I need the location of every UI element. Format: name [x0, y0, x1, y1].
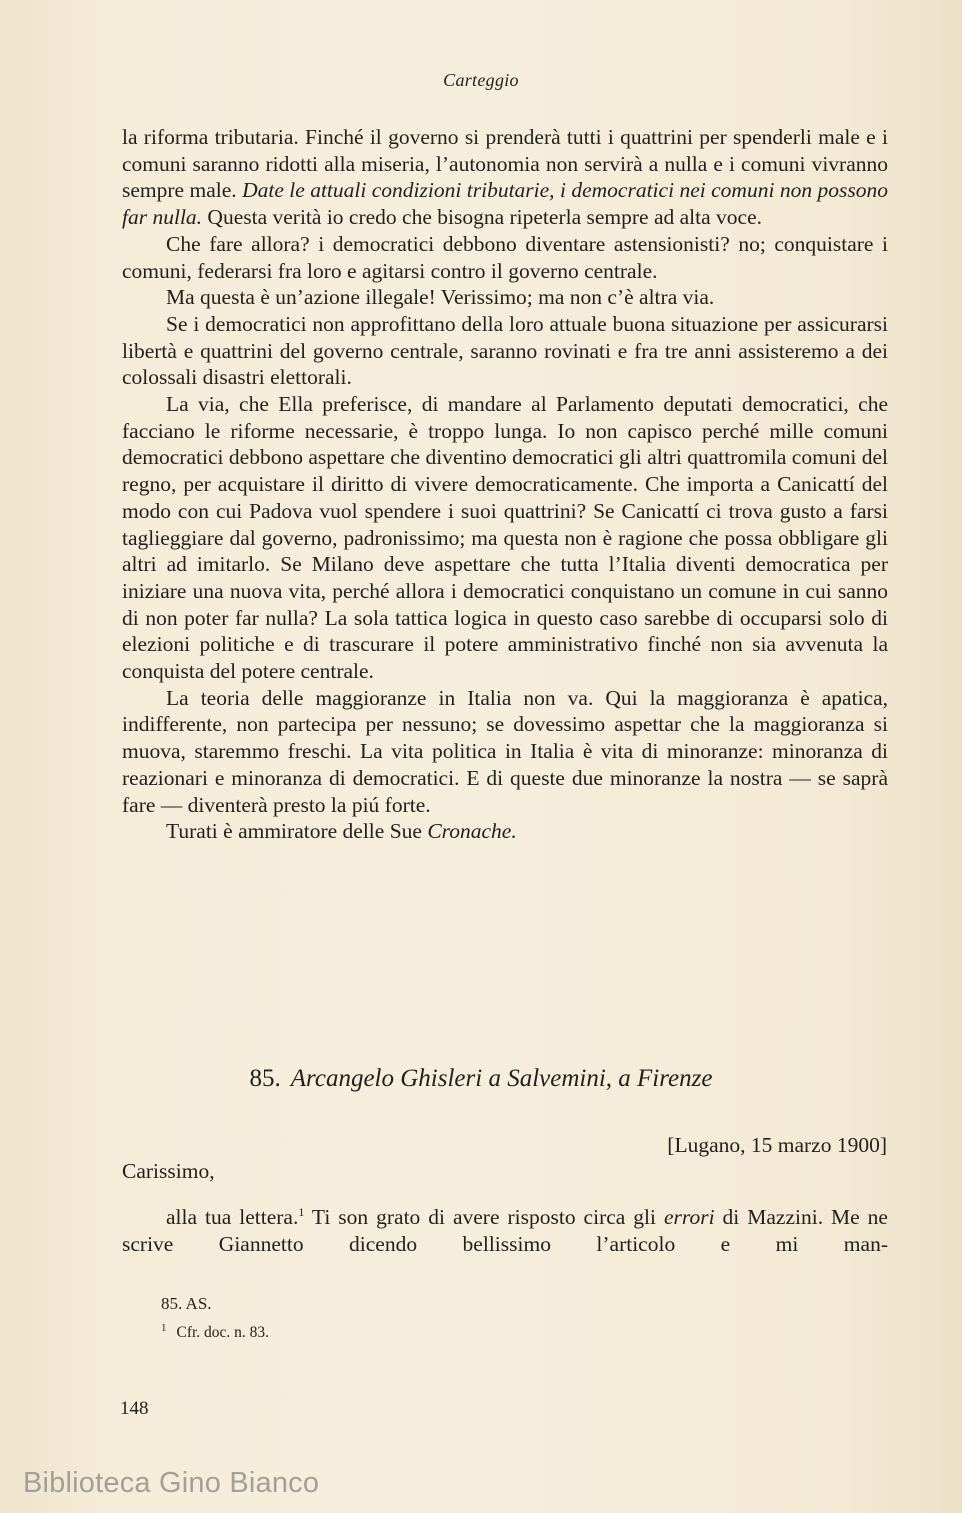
- letter-body: [122, 1204, 888, 1258]
- letter-text-b: Ti son grato di avere risposto circa gli: [304, 1205, 664, 1229]
- footnote-1-text: Cfr. doc. n. 83.: [176, 1324, 270, 1342]
- letter-heading: [0, 1065, 962, 1093]
- paragraph-1-text-a: la riforma tributaria. Finché il governo si prenderà tutti i quattrini per spenderli male e i comuni saranno ridotti alla miseria, l’autonomia non servirà a nulla e i comuni vivranno sempre male.: [122, 125, 888, 203]
- paragraph-6: La teoria delle maggioranze in Italia non va. Qui la maggioranza è apatica, indifferente, non partecipa per nessuno; se dovessimo aspettar che la maggioranza si muova, staremmo freschi. La vita politica in Italia è vita di minoranze: minoranza di reazionari e minoranza di democratici. E di queste due minoranze la nostra — se saprà fare — diventerà presto la piú forte.: [122, 685, 888, 817]
- source-note: 85. AS.: [161, 1294, 212, 1313]
- letter-emphasis: errori: [663, 1205, 715, 1229]
- paragraph-7: [122, 818, 888, 845]
- paragraph-4: Se i democratici non approfittano della loro attuale buona situazione per assicurarsi libertà e quattrini del governo centrale, saranno rovinati e fra tre anni assisteremo a dei colossali disastri elettorali.: [122, 311, 888, 390]
- footnote-reference: 1: [298, 1204, 305, 1219]
- page-number: 148: [120, 1398, 149, 1419]
- library-watermark: Biblioteca Gino Bianco: [23, 1467, 320, 1499]
- paragraph-5: La via, che Ella preferisce, di mandare al Parlamento deputati democratici, che facciano le riforme necessarie, è troppo lunga. Io non capisco perché mille comuni democratici debbono aspettare che diventino democratici gli altri quattromila comuni del regno, per acquistare il diritto di vivere democraticamente. Che importa a Canicattí del modo con cui Padova vuol spendere i suoi quattrini? Se Canicattí ci trova gusto a farsi taglieggiare dal governo, padronissimo; ma questa non è ragione che possa obbligare gli altri ad imitarlo. Se Milano deve aspettare che tutta l’Italia diventi democratica per iniziare una nuova vita, perché allora i democratici conquistano un comune in cui sanno di non poter far nulla? La sola tattica logica in questo caso sarebbe di occuparsi solo di elezioni politiche e di trascurare il potere amministrativo finché non sia avvenuta la conquista del potere centrale.: [122, 392, 888, 684]
- letter-dateline: [Lugano, 15 marzo 1900]: [667, 1133, 887, 1157]
- paragraph-1: [122, 124, 888, 231]
- paragraph-2: Che fare allora? i democratici debbono diventare astensionisti? no; conquistare i comuni, federarsi fra loro e agitarsi contro il governo centrale.: [122, 231, 888, 283]
- paragraph-7-text: Turati è ammiratore delle Sue: [166, 819, 428, 844]
- paragraph-1-text-b: Questa verità io credo che bisogna ripeterla sempre ad alta voce.: [202, 205, 762, 230]
- footnote-1-mark: 1: [161, 1322, 167, 1334]
- letter-paragraph: [122, 1204, 888, 1258]
- footnote-1: [161, 1316, 269, 1345]
- body-text: [122, 124, 888, 845]
- paragraph-1-emphasis: Date le attuali condizioni tributarie, i democratici nei comuni non possono far nulla.: [122, 178, 888, 230]
- paragraph-7-emphasis: Cronache.: [427, 819, 517, 844]
- letter-title: Arcangelo Ghisleri a Salvemini, a Firenze: [290, 1065, 713, 1092]
- letter-text-c: di Mazzini. Me ne scrive Giannetto dicendo bellissimo l’articolo e mi man-: [122, 1205, 888, 1256]
- footnotes: [161, 1292, 269, 1345]
- letter-number: 85.: [249, 1065, 281, 1092]
- letter-text-a: alla tua lettera.: [166, 1205, 299, 1229]
- running-head: Carteggio: [443, 70, 519, 90]
- paragraph-3: Ma questa è un’azione illegale! Verissimo; ma non c’è altra via.: [166, 285, 715, 310]
- letter-salutation: Carissimo,: [122, 1159, 215, 1183]
